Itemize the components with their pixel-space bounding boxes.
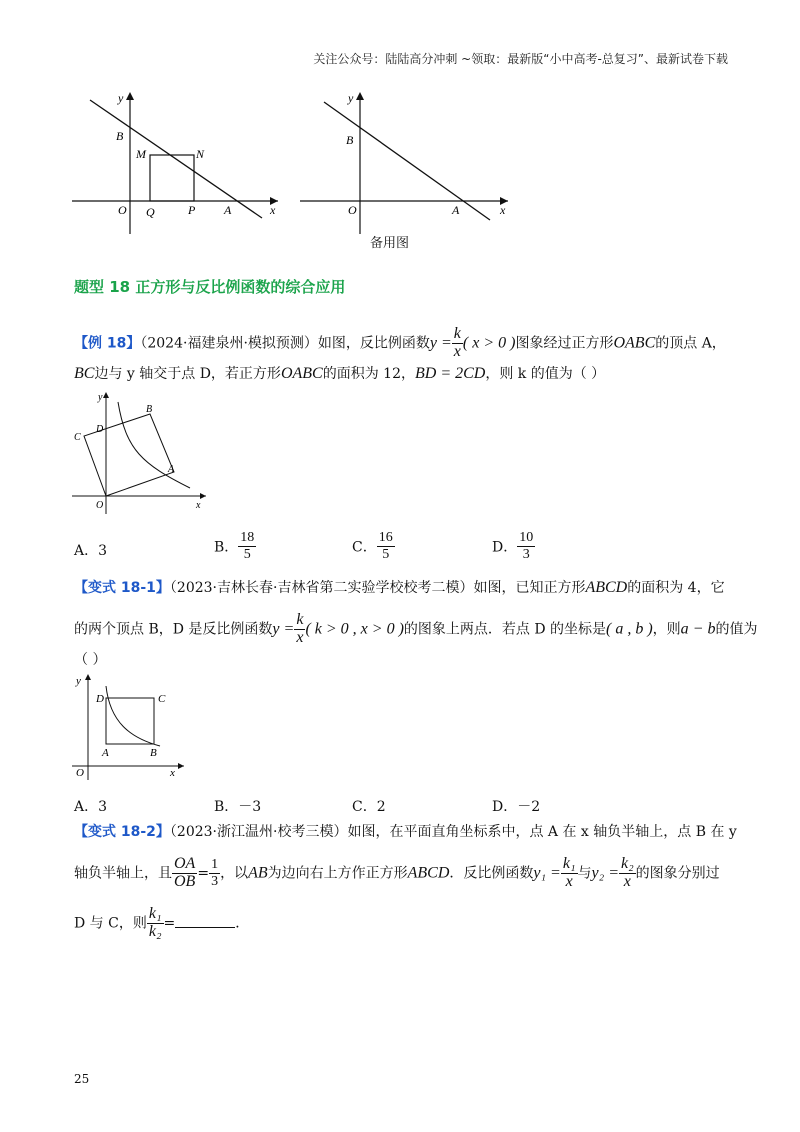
label-O: O (96, 500, 104, 511)
label-C: C (74, 432, 81, 443)
example18-line2: BC边与 y 轴交于点 D，若正方形OABC的面积为 12，BD = 2CD，则 k 的值为（ ） (74, 365, 606, 382)
label-x: x (196, 500, 201, 511)
label-D: D (96, 693, 104, 705)
figure-example18 (70, 390, 210, 515)
figure-square-mnpq (66, 88, 286, 238)
variant-tag: 【变式 18-1】 (74, 580, 170, 596)
label-A: A (452, 203, 460, 217)
option-b: B．－3 (214, 799, 262, 815)
label-y: y (98, 392, 103, 403)
page-header: 关注公众号：陆陆高分冲刺 ~领取：最新版“小中高考-总复习”、最新试卷下载 (313, 52, 728, 66)
label-y: y (76, 675, 81, 687)
label-O: O (118, 203, 127, 217)
label-y: y (348, 91, 354, 105)
label-O: O (76, 767, 84, 779)
label-y: y (118, 91, 124, 105)
label-A: A (224, 203, 232, 217)
label-Q: Q (146, 205, 155, 219)
example-tag: 【例 18】 (74, 335, 141, 352)
page-number: 25 (74, 1072, 90, 1086)
label-B: B (346, 133, 354, 147)
label-x: x (270, 203, 276, 217)
option-c: C． $\frac{16}{5}$ (352, 530, 393, 562)
option-c: C．2 (352, 799, 386, 815)
label-x: x (500, 203, 506, 217)
variant18-1-line1: 【变式 18-1】（2023·吉林长春·吉林省第二实验学校校考二模）如图，已知正方形ABCD的面积为 4，它 (74, 579, 725, 596)
variant18-2-line1: 【变式 18-2】（2023·浙江温州·校考三模）如图，在平面直角坐标系中，点 A 在 x 轴负半轴上，点 B 在 y (74, 824, 737, 840)
variant18-1-line2: 的两个顶点 B，D 是反比例函数y = $\frac{k}{x}$ ( k > 0 , x > 0 )的图象上两点．若点 D 的坐标是( a , b )，则a − b的值为 (74, 611, 758, 646)
option-d: D． $\frac{10}{3}$ (492, 530, 534, 562)
label-C: C (158, 693, 166, 705)
option-a: A．3 (74, 543, 108, 559)
label-B: B (116, 129, 124, 143)
figure-caption: 备用图 (370, 236, 410, 251)
label-D: D (96, 424, 104, 435)
variant18-1-line3: （ ） (74, 652, 107, 668)
option-a: A．3 (74, 799, 108, 815)
label-A: A (102, 747, 109, 759)
option-b: B． $\frac{18}{5}$ (214, 530, 255, 562)
label-M: M (136, 147, 146, 161)
figure-variant18-1 (70, 672, 190, 782)
variant-tag: 【变式 18-2】 (74, 824, 170, 840)
option-d: D．－2 (492, 799, 541, 815)
label-P: P (188, 203, 196, 217)
figure-backup (296, 88, 516, 238)
label-A: A (168, 464, 175, 475)
section-title: 题型 18 正方形与反比例函数的综合应用 (74, 278, 346, 296)
variant18-2-line3: D 与 C，则 $\frac{\text{k₁}}{\text{k₂}}$ = ． (74, 905, 250, 940)
label-x: x (170, 767, 175, 779)
label-B: B (150, 747, 157, 759)
label-O: O (348, 203, 357, 217)
label-N: N (196, 147, 205, 161)
answer-blank[interactable] (175, 927, 235, 928)
label-B: B (146, 404, 153, 415)
variant18-2-line2: 轴负半轴上，且 $\frac{OA}{OB}$ = $\frac{1}{3}$ ，以AB为边向右上方作正方形ABCD．反比例函数y₁ = $\frac{\text{k₁}}{x}$ 与y₂ = $\frac{\text{k₂}}{x}$ 的图象分别过 (74, 855, 720, 890)
example18-line1: 【例 18】（2024·福建泉州·模拟预测）如图，反比例函数y = $\frac{k}{x}$ ( x > 0 )图象经过正方形OABC的顶点 A， (74, 325, 726, 360)
